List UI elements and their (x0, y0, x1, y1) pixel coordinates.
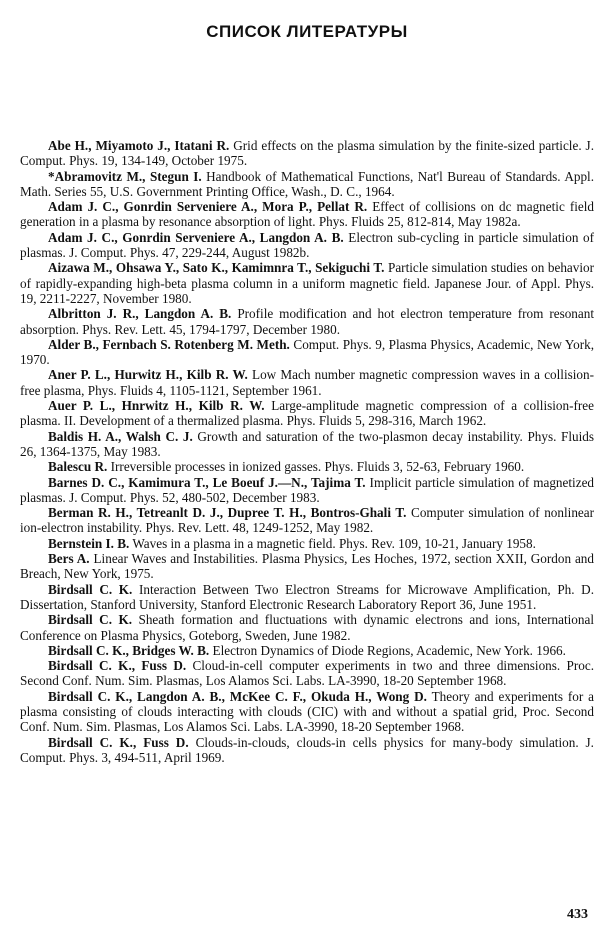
reference-entry (20, 582, 594, 613)
reference-authors: Barnes D. C., Kamimura T., Le Boeuf J.—N., Tajima T. (48, 474, 366, 490)
reference-entry (20, 459, 594, 474)
reference-authors: Bers A. (48, 551, 90, 567)
reference-text: Grid effects on the plasma simulation by the finite-sized particle. J. Comput. Phys. 19, 134-149, October 1975. (20, 138, 594, 169)
reference-text: Irreversible processes in ionized gasses. Phys. Fluids 3, 52-63, February 1960. (110, 459, 525, 475)
reference-entry (20, 689, 594, 735)
reference-entry (20, 643, 594, 658)
reference-text: Effect of collisions on dc magnetic field generation in a plasma by resonance absorption of light. Phys. Fluids 25, 812-814, May 1982a. (20, 199, 594, 230)
reference-text: Theory and experiments for a plasma consisting of clouds interacting with clouds (CIC) with and without a spatial grid, Proc. Second Conf. Num. Sim. Plasmas, Los Alamos Sci. Labs. LA-3990, 18-20 September 1968. (20, 688, 594, 735)
reference-authors: Birdsall C. K. (48, 612, 133, 628)
reference-list (20, 138, 594, 765)
reference-entry (20, 551, 594, 582)
reference-authors: Aizawa M., Ohsawa Y., Sato K., Kamimnra T., Sekiguchi T. (48, 260, 385, 276)
reference-entry (20, 337, 594, 368)
reference-text: Cloud-in-cell computer experiments in two and three dimensions. Proc. Second Conf. Num. Sim. Plasmas, Los Alamos Sci. Labs. LA-3990, 18-20 September 1968. (20, 658, 594, 689)
reference-authors: Aner P. L., Hurwitz H., Kilb R. W. (48, 367, 248, 383)
reference-entry (20, 429, 594, 460)
reference-text: Interaction Between Two Electron Streams for Microwave Amplification, Ph. D. Dissertation, Stanford University, Stanford Electronic Research Laboratory Report 36, June 1951. (20, 581, 594, 612)
reference-entry (20, 612, 594, 643)
reference-entry (20, 199, 594, 230)
reference-authors: Auer P. L., Hnrwitz H., Kilb R. W. (48, 398, 265, 414)
reference-text: Profile modification and hot electron temperature from resonant absorption. Phys. Rev. Lett. 45, 1794-1797, December 1980. (20, 306, 595, 337)
reference-text: Large-amplitude magnetic compression of a collision-free plasma. II. Development of a thermalized plasma. Phys. Fluids 5, 298-316, March 1962. (20, 398, 594, 429)
reference-authors: Balescu R. (48, 459, 108, 475)
reference-entry (20, 398, 594, 429)
reference-marker: * (48, 168, 55, 184)
reference-text: Sheath formation and fluctuations with dynamic electrons and ions, International Conference on Plasma Physics, Goteborg, Sweden, June 1982. (20, 612, 595, 643)
reference-entry (20, 735, 594, 766)
reference-text: Handbook of Mathematical Functions, Nat'l Bureau of Standards. Appl. Math. Series 55, U.S. Government Printing Office, Wash., D. C., 1964. (20, 168, 595, 199)
reference-entry (20, 367, 594, 398)
reference-authors: Baldis H. A., Walsh C. J. (48, 428, 193, 444)
reference-entry (20, 536, 594, 551)
reference-authors: Abe H., Miyamoto J., Itatani R. (48, 138, 230, 153)
reference-authors: Birdsall C. K., Bridges W. B. (48, 642, 210, 658)
reference-entry (20, 306, 594, 337)
reference-text: Growth and saturation of the two-plasmon decay instability. Phys. Fluids 26, 1364-1375, May 1983. (20, 428, 594, 459)
reference-text: Linear Waves and Instabilities. Plasma Physics, Les Hoches, 1972, section XXII, Gordon and Breach, New York, 1975. (20, 551, 594, 582)
reference-authors: Birdsall C. K., Fuss D. (48, 734, 189, 750)
reference-text: Computer simulation of nonlinear ion-electron instability. Phys. Rev. Lett. 48, 1249-1252, May 1982. (20, 505, 595, 536)
reference-authors: Birdsall C. K., Fuss D. (48, 658, 187, 674)
reference-entry (20, 475, 594, 506)
reference-authors: Adam J. C., Gonrdin Serveniere A., Mora P., Pellat R. (48, 199, 368, 215)
reference-authors: Berman R. H., Tetreanlt D. J., Dupree T. H., Bontros-Ghali T. (48, 505, 407, 521)
reference-authors: Albritton J. R., Langdon A. B. (48, 306, 232, 322)
reference-entry (20, 169, 594, 200)
reference-text: Clouds-in-clouds, clouds-in cells physics for many-body simulation. J. Comput. Phys. 3, 494-511, April 1969. (20, 734, 594, 765)
reference-text: Particle simulation studies on behavior of rapidly-expanding high-beta plasma column in a uniform magnetic field. Japanese Jour. of Appl. Phys. 19, 2211-2227, November 1980. (20, 260, 595, 306)
page-number: 433 (567, 907, 588, 922)
reference-text: Electron sub-cycling in particle simulation of plasmas. J. Comput. Phys. 47, 229-244, August 1982b. (20, 229, 595, 261)
reference-text: Implicit particle simulation of magnetized plasmas. J. Comput. Phys. 52, 480-502, December 1983. (20, 474, 595, 505)
reference-authors: Abramovitz M., Stegun I. (54, 168, 202, 184)
reference-entry (20, 138, 594, 169)
reference-text: Waves in a plasma in a magnetic field. Phys. Rev. 109, 10-21, January 1958. (132, 535, 536, 551)
reference-text: Comput. Phys. 9, Plasma Physics, Academic, New York, 1970. (20, 336, 595, 368)
reference-text: Electron Dynamics of Diode Regions, Academic, New York. 1966. (212, 642, 566, 658)
reference-authors: Adam J. C., Gonrdin Serveniere A., Langdon A. B. (48, 229, 344, 245)
reference-authors: Birdsall C. K. (48, 581, 133, 597)
reference-entry (20, 260, 594, 306)
reference-text: Low Mach number magnetic compression waves in a collision-free plasma, Phys. Fluids 4, 1105-1121, September 1961. (20, 367, 595, 398)
page-title: СПИСОК ЛИТЕРАТУРЫ (206, 22, 408, 41)
reference-authors: Bernstein I. B. (48, 535, 130, 551)
reference-entry (20, 505, 594, 536)
reference-entry (20, 230, 594, 261)
reference-authors: Alder B., Fernbach S. Rotenberg M. Meth. (48, 336, 290, 352)
reference-authors: Birdsall C. K., Langdon A. B., McKee C. F., Okuda H., Wong D. (48, 688, 427, 704)
reference-entry (20, 658, 594, 689)
